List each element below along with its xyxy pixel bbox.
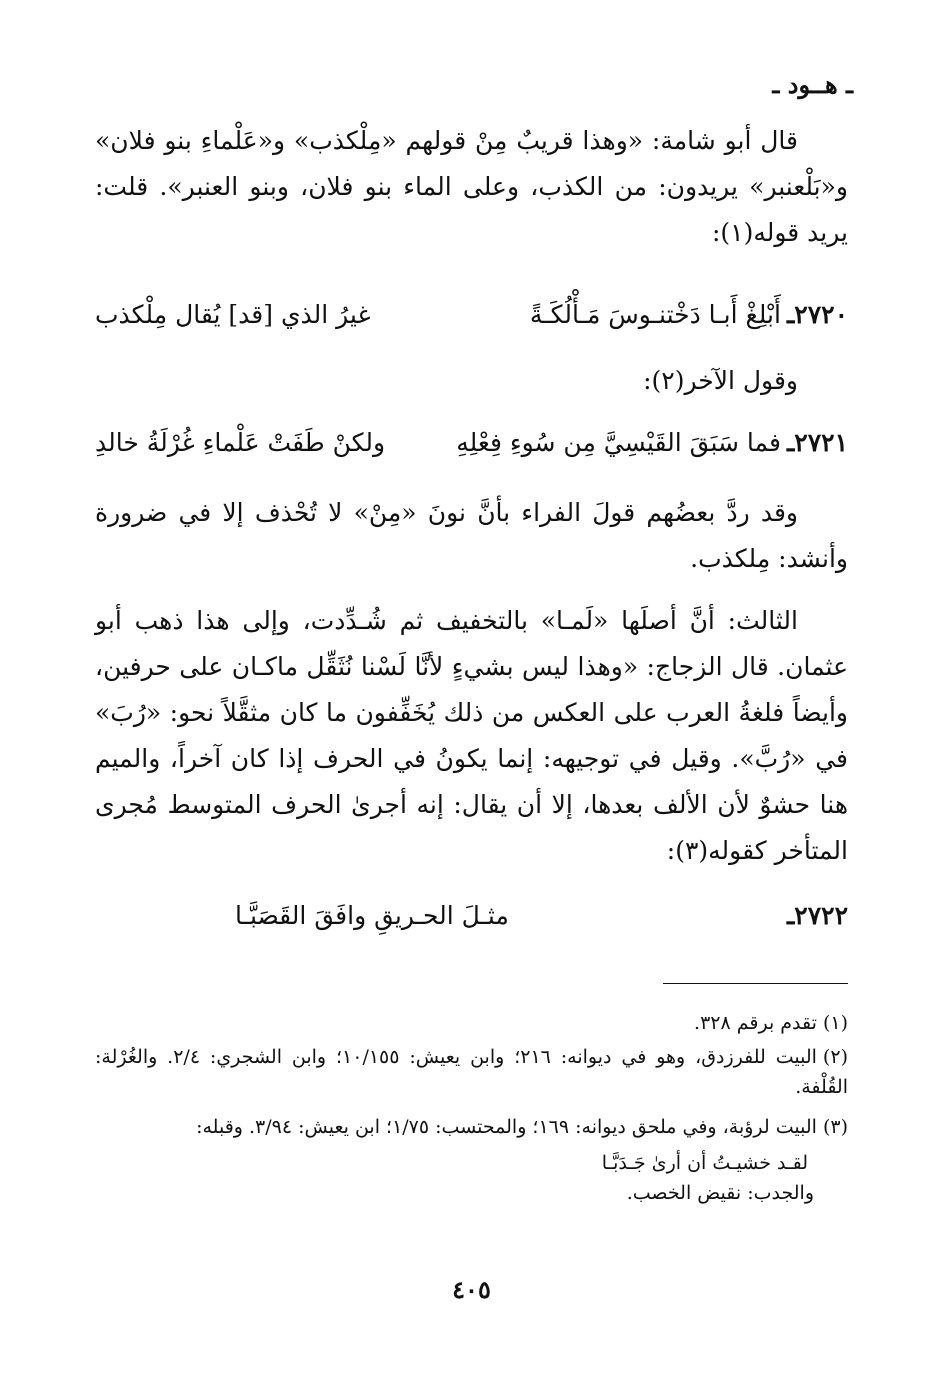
verse-2720 (95, 292, 848, 338)
paragraph-2: وقول الآخر(٢): (643, 366, 798, 395)
footnote-number: (٢) (822, 1046, 848, 1068)
verse-hemistich-1: أَبْلِغْ أَبـا دَخْتنـوسَ مَـأْلُكَـةً (529, 300, 781, 329)
running-header: ـ هــود ـ (772, 70, 853, 99)
paragraph-4: الثالث: أنَّ أصلَها «لَمـا» بالتخفيف ثم شُـدِّدت، وإلى هذا ذهب أبو عثمان. قال الزجاج: «وهذا ليس بشيءٍ لأنَّا لَسْنا نُثَقِّل ماكـان على حرفين، وأيضاً فلغةُ العرب على العكس من ذلك يُخَفِّفون ما كان مثقَّلاً نحو: «رُبَ» في «رُبَّ». وقيل في توجيهه: إنما يكونُ في الحرف إذا كان آخراً، والميم هنا حشوٌ لأن الألف بعدها، إلا أن يقال: إنه أجرىٰ الحرف المتوسط مُجرى المتأخر كقوله(٣): (95, 606, 848, 865)
verse-hemistich-2: غيرُ الذي [قد] يُقال مِلْكذب (95, 300, 371, 329)
verse-number: ٢٧٢٢ـ (786, 901, 848, 930)
verse-hemistich-1: مثـلَ الحـريقِ وافَقَ القَصَبَّـا (235, 901, 509, 930)
page-number: ٤٠٥ (452, 1275, 491, 1304)
verse-hemistich-2: ولكنْ طَفَتْ عَلْماءِ غُرْلَةُ خالدِ (95, 428, 386, 457)
footnote-1 (95, 1008, 848, 1038)
verse-hemistich-1: فما سَبَقَ القَيْسِيَّ مِن سُوءِ فِعْلِهِ (456, 428, 781, 457)
paragraph-1: قال أبو شامة: «وهذا قريبٌ مِنْ قولهم «مِلْكذب» و«عَلْماءِ بنو فلان» و«بَلْعنبر» يريدون: من الكذب، وعلى الماء بنو فلان، وبنو العنبر». قلت: يريد قوله(١): (95, 126, 848, 247)
footnote-2 (95, 1042, 848, 1102)
footnote-number: (٣) (822, 1116, 848, 1138)
verse-2721 (95, 420, 848, 466)
footnote-gloss: والجدب: نقيض الخصب. (626, 1182, 814, 1204)
footnote-3 (95, 1112, 848, 1208)
footnote-verse: لقـد خشيـتُ أن أرىٰ جَـدَبَّـا (601, 1152, 808, 1174)
footnote-text: البيت لرؤبة، وفي ملحق ديوانه: ١٦٩؛ والمحتسب: ١/٧٥؛ ابن يعيش: ٣/٩٤. وقبله: (196, 1116, 817, 1138)
footnote-text: تقدم برقم ٣٢٨. (694, 1012, 817, 1034)
verse-2722 (95, 893, 848, 939)
verse-number: ٢٧٢٠ـ (786, 300, 848, 329)
footnote-separator (663, 983, 848, 984)
footnote-number: (١) (822, 1012, 848, 1034)
verse-number: ٢٧٢١ـ (786, 428, 848, 457)
paragraph-3: وقد ردَّ بعضُهم قولَ الفراء بأنَّ نونَ «مِنْ» لا تُحْذف إلا في ضرورة وأنشد: مِلكذب. (95, 498, 848, 573)
footnote-text: البيت للفرزدق، وهو في ديوانه: ٢١٦؛ وابن يعيش: ١٠/١٥٥؛ وابن الشجري: ٢/٤. والغُرْلة: القُلْفة. (95, 1046, 848, 1098)
